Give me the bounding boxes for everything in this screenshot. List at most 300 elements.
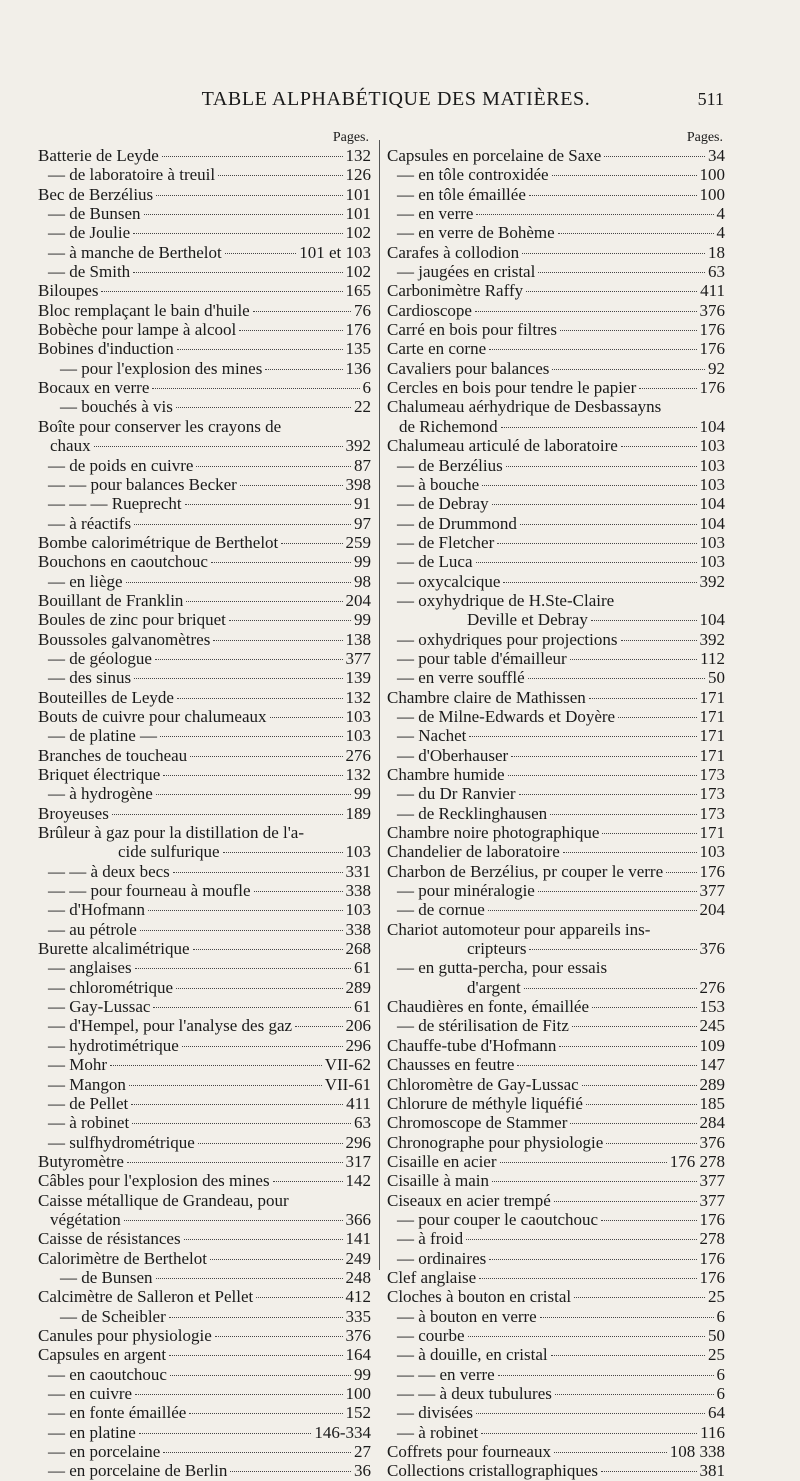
entry-term: — Nachet	[397, 726, 467, 746]
entry-page-ref: 50	[708, 668, 725, 688]
index-entry	[38, 204, 371, 223]
entry-term: — à réactifs	[48, 513, 132, 533]
dot-leader	[144, 214, 343, 215]
entry-term: — en verre de Bohème	[397, 223, 555, 243]
dot-leader	[522, 253, 705, 254]
entry-page-ref: 98	[354, 571, 371, 591]
entry-page-ref: 171	[699, 745, 725, 765]
entry-term: Chambre noire photographique	[387, 823, 600, 843]
entry-page-ref: 99	[354, 552, 371, 572]
entry-page-ref: 376	[345, 1325, 371, 1345]
index-entry	[38, 1210, 371, 1229]
dot-leader	[213, 640, 342, 641]
entry-term: — d'Hofmann	[48, 900, 146, 920]
entry-page-ref: 102	[345, 262, 371, 282]
index-entry	[38, 688, 371, 707]
index-entry	[387, 978, 725, 997]
entry-page-ref: 4	[716, 223, 725, 243]
entry-term: de Richemond	[399, 416, 498, 436]
dot-leader	[601, 1471, 696, 1472]
dot-leader	[156, 794, 351, 795]
index-entry	[387, 900, 725, 919]
entry-page-ref: 61	[354, 958, 371, 978]
dot-leader	[152, 388, 359, 389]
entry-page-ref: 278	[699, 1229, 725, 1249]
entry-page-ref: 296	[345, 1132, 371, 1152]
index-entry	[387, 842, 725, 861]
entry-term: — oxhydriques pour projections	[397, 629, 618, 649]
entry-page-ref: 147	[699, 1055, 725, 1075]
index-entry	[387, 1268, 725, 1287]
index-entry-list	[387, 146, 725, 1481]
index-entry	[387, 262, 725, 281]
index-entry	[387, 726, 725, 745]
dot-leader	[131, 1104, 343, 1105]
index-entry	[387, 165, 725, 184]
index-entry	[387, 804, 725, 823]
index-entry	[38, 436, 371, 455]
entry-page-ref: 132	[345, 146, 371, 165]
dot-leader	[503, 582, 696, 583]
pages-column-label: Pages.	[332, 130, 369, 145]
entry-term: Charbon de Berzélius, pr couper le verre	[387, 861, 664, 881]
dot-leader	[550, 814, 696, 815]
entry-term: — en fonte émaillée	[48, 1403, 187, 1423]
index-entry	[387, 1191, 725, 1210]
entry-term: — anglaises	[48, 958, 132, 978]
entry-term: — de Bunsen	[60, 1267, 153, 1287]
dot-leader	[559, 1046, 696, 1047]
dot-leader	[572, 1026, 697, 1027]
entry-page-ref: 36	[354, 1461, 371, 1481]
index-entry	[38, 1094, 371, 1113]
entry-term: Bocaux en verre	[38, 378, 150, 398]
entry-page-ref: 176	[699, 1209, 725, 1229]
dot-leader	[239, 330, 342, 331]
index-entry	[38, 1287, 371, 1306]
dot-leader	[476, 1413, 705, 1414]
index-entry	[38, 243, 371, 262]
entry-page-ref: 112	[700, 648, 725, 668]
dot-leader	[210, 1259, 343, 1260]
index-entry	[387, 1113, 725, 1132]
dot-leader	[498, 1375, 714, 1376]
dot-leader	[621, 446, 697, 447]
index-entry	[38, 765, 371, 784]
entry-page-ref: 25	[708, 1287, 725, 1307]
entry-page-ref: 22	[354, 397, 371, 417]
entry-term: — de Recklinghausen	[397, 803, 548, 823]
entry-page-ref: 6	[716, 1306, 725, 1326]
entry-term: — de platine —	[48, 726, 158, 746]
dot-leader	[524, 988, 697, 989]
entry-page-ref: 92	[708, 358, 725, 378]
index-entry	[387, 281, 725, 300]
index-entry	[38, 1133, 371, 1152]
entry-page-ref: 103	[345, 726, 371, 746]
dot-leader	[519, 794, 697, 795]
entry-term: d'argent	[467, 977, 521, 997]
dot-leader	[560, 330, 697, 331]
dot-leader	[163, 775, 342, 776]
entry-term: Chandelier de laboratoire	[387, 842, 560, 862]
entry-page-ref: 103	[699, 455, 725, 475]
entry-page-ref: 376	[699, 1132, 725, 1152]
entry-page-ref: 392	[699, 629, 725, 649]
index-entry	[387, 1384, 725, 1403]
index-entry	[387, 881, 725, 900]
index-entry	[38, 939, 371, 958]
index-entry	[387, 223, 725, 242]
entry-term: — d'Hempel, pour l'analyse des gaz	[48, 1016, 293, 1036]
dot-leader	[492, 1181, 697, 1182]
entry-term: — à hydrogène	[48, 784, 153, 804]
entry-page-ref: 165	[345, 281, 371, 301]
dot-leader	[270, 717, 343, 718]
dot-leader	[563, 852, 697, 853]
dot-leader	[618, 717, 696, 718]
entry-term: — oxyhydrique de H.Ste-Claire	[397, 590, 615, 610]
dot-leader	[500, 1162, 667, 1163]
dot-leader	[169, 1355, 342, 1356]
entry-term: — à robinet	[397, 1422, 479, 1442]
entry-term: — de laboratoire à treuil	[48, 165, 216, 185]
index-entry	[38, 1423, 371, 1442]
entry-page-ref: 338	[345, 881, 371, 901]
index-entry	[387, 630, 725, 649]
index-entry	[38, 1152, 371, 1171]
index-entry	[387, 610, 725, 629]
entry-page-ref: 317	[345, 1151, 371, 1171]
entry-page-ref: 146-334	[314, 1422, 371, 1442]
entry-term: Chloromètre de Gay-Lussac	[387, 1074, 579, 1094]
index-entry	[387, 920, 725, 939]
index-entry	[38, 1461, 371, 1480]
entry-term: végétation	[50, 1209, 121, 1229]
dot-leader	[592, 1007, 696, 1008]
entry-page-ref: 249	[345, 1248, 371, 1268]
dot-leader	[134, 524, 351, 525]
dot-leader	[570, 659, 697, 660]
index-entry	[38, 1268, 371, 1287]
entry-term: Ciseaux en acier trempé	[387, 1190, 551, 1210]
entry-term: Chalumeau aérhydrique de Desbassayns	[387, 397, 662, 417]
dot-leader	[554, 1452, 667, 1453]
index-entry	[387, 359, 725, 378]
dot-leader	[558, 233, 714, 234]
dot-leader	[551, 1355, 705, 1356]
entry-page-ref: 204	[345, 590, 371, 610]
entry-term: Butyromètre	[38, 1151, 124, 1171]
entry-page-ref: 104	[699, 513, 725, 533]
entry-page-ref: 398	[345, 474, 371, 494]
index-entry	[387, 436, 725, 455]
dot-leader	[177, 698, 343, 699]
entry-page-ref: 411	[700, 281, 725, 301]
entry-page-ref: 101	[345, 184, 371, 204]
index-entry	[387, 320, 725, 339]
index-entry	[387, 765, 725, 784]
entry-term: — de Joulie	[48, 223, 131, 243]
entry-term: — jaugées en cristal	[397, 262, 536, 282]
entry-page-ref: 18	[708, 242, 725, 262]
dot-leader	[479, 1278, 696, 1279]
entry-page-ref: 152	[345, 1403, 371, 1423]
entry-page-ref: 276	[699, 977, 725, 997]
index-entry	[38, 1307, 371, 1326]
index-entry	[387, 1461, 725, 1480]
entry-term: Carafes à collodion	[387, 242, 520, 262]
entry-term: — — à deux tubulures	[397, 1384, 552, 1403]
index-entry	[387, 1442, 725, 1461]
entry-page-ref: 103	[699, 474, 725, 494]
entry-page-ref: 176 278	[669, 1151, 725, 1171]
column-divider	[379, 140, 380, 1270]
index-entry	[387, 1075, 725, 1094]
index-entry	[38, 649, 371, 668]
entry-page-ref: 377	[345, 648, 371, 668]
index-entry	[38, 997, 371, 1016]
index-entry	[38, 378, 371, 397]
entry-term: — de géologue	[48, 648, 152, 668]
entry-term: Bouts de cuivre pour chalumeaux	[38, 706, 267, 726]
entry-page-ref: 176	[699, 1248, 725, 1268]
entry-term: Bobèche pour lampe à alcool	[38, 320, 237, 340]
entry-page-ref: VII-61	[324, 1074, 371, 1094]
index-entry	[38, 1249, 371, 1268]
dot-leader	[182, 1046, 343, 1047]
index-entry	[38, 533, 371, 552]
entry-term: — à douille, en cristal	[397, 1345, 548, 1365]
dot-leader	[127, 1162, 343, 1163]
index-entry	[387, 1287, 725, 1306]
dot-leader	[529, 195, 697, 196]
index-entry	[38, 958, 371, 977]
index-entry	[38, 165, 371, 184]
dot-leader	[511, 756, 696, 757]
dot-leader	[112, 814, 343, 815]
entry-page-ref: 176	[699, 339, 725, 359]
index-entry	[38, 804, 371, 823]
entry-term: — d'Oberhauser	[397, 745, 509, 765]
dot-leader	[538, 272, 705, 273]
entry-term: Capsules en argent	[38, 1345, 167, 1365]
dot-leader	[240, 485, 343, 486]
entry-page-ref: 99	[354, 1364, 371, 1384]
index-entry	[38, 862, 371, 881]
entry-term: Chauffe-tube d'Hofmann	[387, 1035, 557, 1055]
dot-leader	[574, 1297, 705, 1298]
entry-page-ref: 76	[354, 300, 371, 320]
entry-page-ref: 171	[699, 687, 725, 707]
entry-term: — à froid	[397, 1229, 464, 1249]
index-entry	[387, 649, 725, 668]
entry-term: — en platine	[48, 1422, 136, 1442]
dot-leader	[155, 659, 343, 660]
index-entry	[387, 1345, 725, 1364]
dot-leader	[148, 910, 342, 911]
entry-page-ref: 103	[345, 706, 371, 726]
index-entry	[387, 146, 725, 165]
index-entry	[387, 1326, 725, 1345]
dot-leader	[552, 175, 697, 176]
entry-term: Cisaille en acier	[387, 1151, 497, 1171]
entry-page-ref: 100	[345, 1384, 371, 1403]
index-column-left	[38, 130, 371, 1481]
entry-page-ref: 99	[354, 784, 371, 804]
dot-leader	[621, 640, 697, 641]
dot-leader	[230, 1471, 351, 1472]
entry-page-ref: 103	[345, 842, 371, 862]
entry-term: — de stérilisation de Fitz	[397, 1016, 569, 1036]
entry-term: — pour table d'émailleur	[397, 648, 567, 668]
dot-leader	[126, 582, 351, 583]
entry-page-ref: 103	[699, 532, 725, 552]
entry-term: — à bouton en verre	[397, 1306, 537, 1326]
entry-page-ref: 126	[345, 165, 371, 185]
entry-page-ref: 4	[716, 204, 725, 224]
entry-page-ref: 176	[699, 320, 725, 340]
dot-leader	[552, 369, 705, 370]
entry-page-ref: 377	[699, 881, 725, 901]
entry-page-ref: 268	[345, 939, 371, 959]
entry-page-ref: 50	[708, 1325, 725, 1345]
entry-page-ref: 136	[345, 358, 371, 378]
entry-page-ref: 103	[699, 552, 725, 572]
entry-page-ref: 103	[345, 900, 371, 920]
entry-term: Briquet électrique	[38, 765, 161, 784]
entry-term: — courbe	[397, 1325, 465, 1345]
entry-term: — bouchés à vis	[60, 397, 173, 417]
dot-leader	[540, 1317, 714, 1318]
index-entry	[38, 1365, 371, 1384]
index-entry	[38, 339, 371, 358]
index-entry	[387, 533, 725, 552]
entry-page-ref: 176	[699, 378, 725, 398]
index-entry	[387, 397, 725, 416]
entry-term: — de poids en cuivre	[48, 455, 194, 475]
index-entry	[38, 707, 371, 726]
entry-page-ref: 104	[699, 494, 725, 514]
entry-page-ref: 335	[345, 1306, 371, 1326]
entry-page-ref: 138	[345, 629, 371, 649]
index-entry	[38, 1384, 371, 1403]
index-entry	[38, 726, 371, 745]
dot-leader	[488, 910, 697, 911]
index-entry	[38, 281, 371, 300]
entry-term: Chalumeau articulé de laboratoire	[387, 436, 618, 456]
entry-page-ref: 27	[354, 1442, 371, 1462]
entry-term: Boussoles galvanomètres	[38, 629, 211, 649]
dot-leader	[489, 1259, 696, 1260]
entry-term: — oxycalcique	[397, 571, 501, 591]
dot-leader	[469, 736, 696, 737]
dot-leader	[555, 1394, 714, 1395]
page-header	[68, 88, 724, 114]
index-entry	[38, 1191, 371, 1210]
entry-page-ref: 164	[345, 1345, 371, 1365]
entry-term: — en liège	[48, 571, 123, 591]
dot-leader	[501, 427, 697, 428]
entry-page-ref: 101 et 103	[299, 242, 371, 262]
dot-leader	[140, 930, 343, 931]
index-entry	[387, 1229, 725, 1248]
entry-page-ref: 139	[345, 668, 371, 688]
index-entry	[387, 1249, 725, 1268]
entry-term: — de Debray	[397, 494, 489, 514]
entry-term: Deville et Debray	[467, 610, 588, 630]
index-entry	[387, 746, 725, 765]
index-entry	[38, 185, 371, 204]
entry-page-ref: 284	[699, 1113, 725, 1133]
index-entry	[387, 1133, 725, 1152]
dot-leader	[256, 1297, 342, 1298]
entry-term: — à robinet	[48, 1113, 130, 1133]
entry-page-ref: 104	[699, 416, 725, 436]
index-entry	[387, 1365, 725, 1384]
entry-term: Bouillant de Franklin	[38, 590, 184, 610]
index-entry	[387, 301, 725, 320]
entry-term: Carte en corne	[387, 339, 487, 359]
index-entry	[38, 823, 371, 842]
dot-leader	[129, 1085, 322, 1086]
entry-page-ref: 99	[354, 610, 371, 630]
entry-page-ref: 392	[345, 436, 371, 456]
index-entry	[387, 185, 725, 204]
dot-leader	[508, 775, 697, 776]
entry-term: — Gay-Lussac	[48, 997, 151, 1017]
entry-term: Batterie de Leyde	[38, 146, 159, 165]
entry-page-ref: 185	[699, 1093, 725, 1113]
dot-leader	[582, 1085, 697, 1086]
entry-page-ref: 176	[345, 320, 371, 340]
entry-page-ref: 204	[699, 900, 725, 920]
entry-term: Chaudières en fonte, émaillée	[387, 997, 590, 1017]
index-entry	[387, 243, 725, 262]
entry-term: Cercles en bois pour tendre le papier	[387, 378, 637, 398]
index-entry	[38, 900, 371, 919]
entry-term: — Mohr	[48, 1055, 108, 1075]
pages-column-label: Pages.	[686, 130, 723, 145]
index-entry	[38, 1229, 371, 1248]
entry-term: — de cornue	[397, 900, 485, 920]
entry-page-ref: 6	[716, 1364, 725, 1384]
dot-leader	[604, 156, 705, 157]
dot-leader	[526, 291, 697, 292]
entry-page-ref: 338	[345, 919, 371, 939]
entry-term: — — à deux becs	[48, 861, 170, 881]
entry-term: cripteurs	[467, 939, 527, 959]
index-entry	[387, 1016, 725, 1035]
entry-term: Boîte pour conserver les crayons de	[38, 416, 282, 436]
index-entry	[38, 842, 371, 861]
entry-page-ref: 34	[708, 146, 725, 165]
entry-term: Clef anglaise	[387, 1267, 477, 1287]
entry-term: Chambre claire de Mathissen	[387, 687, 586, 707]
entry-page-ref: 245	[699, 1016, 725, 1036]
dot-leader	[133, 233, 342, 234]
dot-leader	[177, 349, 343, 350]
entry-term: Broyeuses	[38, 803, 109, 823]
entry-page-ref: 132	[345, 687, 371, 707]
dot-leader	[198, 1143, 343, 1144]
dot-leader	[176, 988, 342, 989]
dot-leader	[482, 485, 696, 486]
index-entry	[38, 301, 371, 320]
dot-leader	[506, 466, 697, 467]
index-entry	[387, 514, 725, 533]
entry-term: Caisse de résistances	[38, 1229, 181, 1249]
